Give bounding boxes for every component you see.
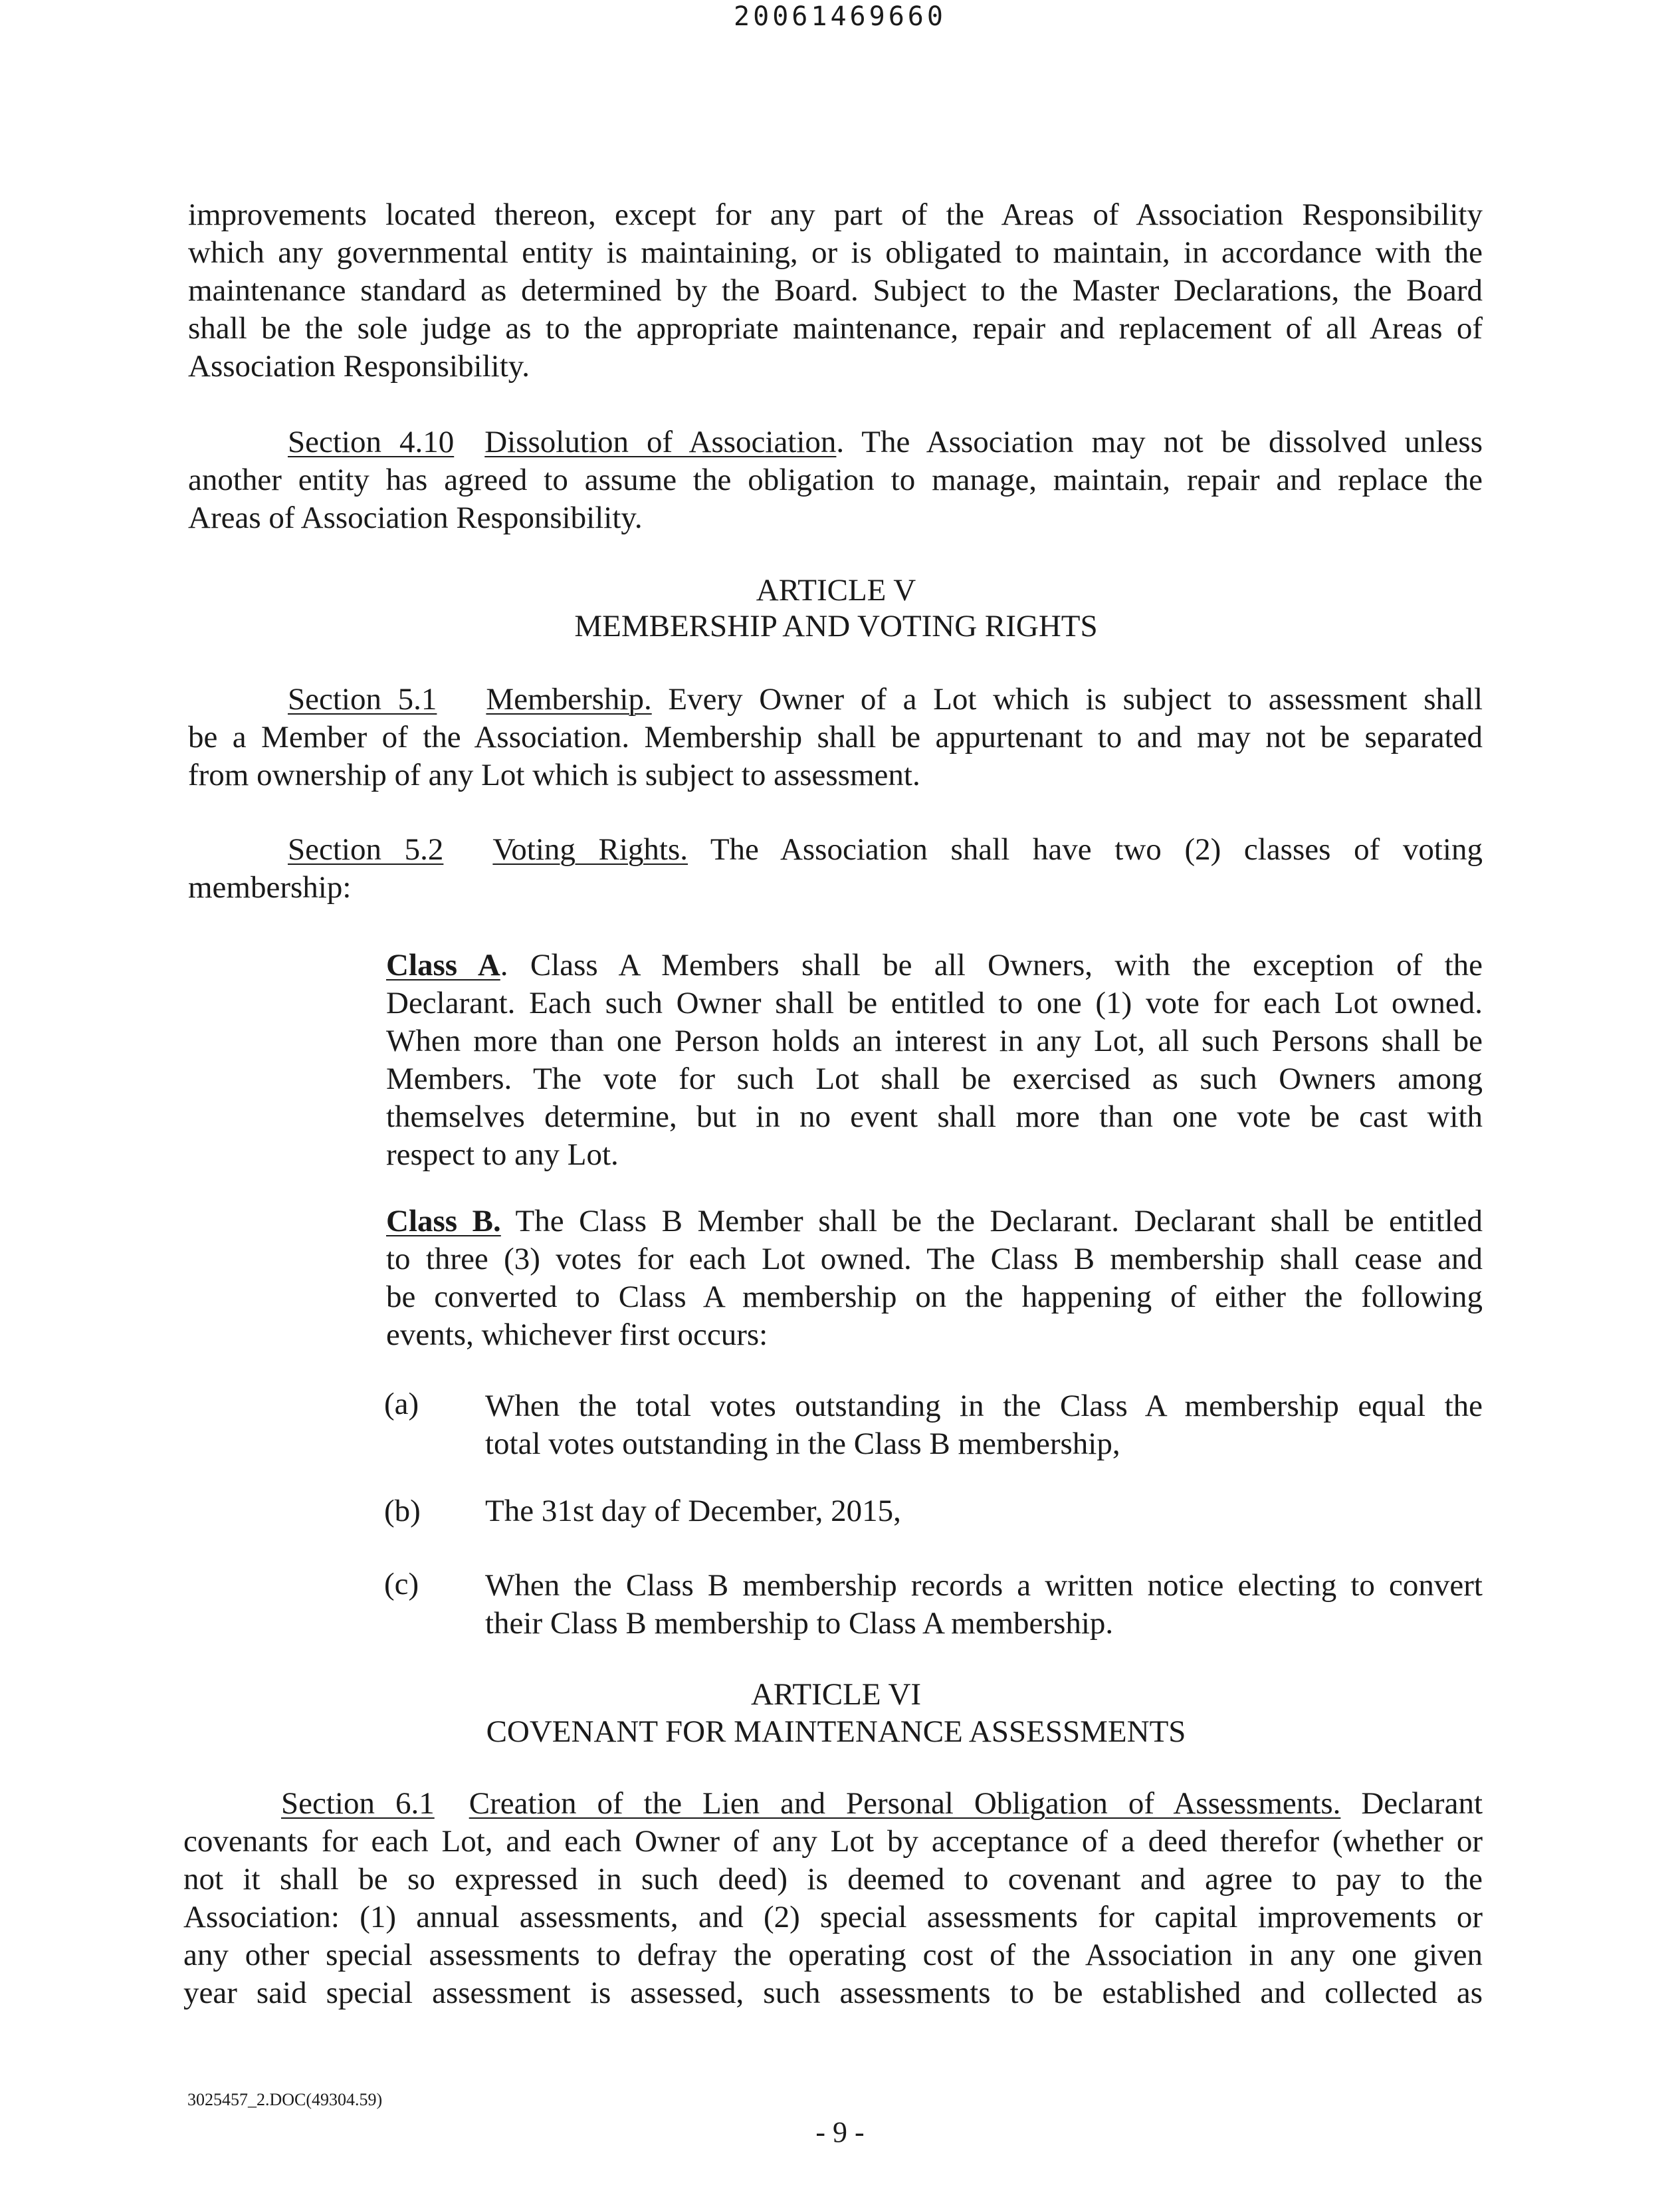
class-b-label: Class B. bbox=[386, 1204, 501, 1238]
section-number: Section 4.10 bbox=[288, 425, 455, 459]
text-line: year said special assessment is assessed, such assessments to be established and collected as bbox=[183, 1976, 1483, 2010]
section-5-2 bbox=[188, 831, 1483, 907]
section-number: Section 5.2 bbox=[288, 832, 444, 867]
text-line: which any governmental entity is maintaining, or is obligated to maintain, in accordance with the bbox=[188, 235, 1483, 270]
text-line: Declarant. Each such Owner shall be entitled to one (1) vote for each Lot owned. bbox=[386, 986, 1483, 1020]
section-title: Creation of the Lien and Personal Obligation of Assessments. bbox=[469, 1786, 1341, 1821]
text-line: another entity has agreed to assume the obligation to manage, maintain, repair and replace the bbox=[188, 463, 1483, 497]
item-a-label: (a) bbox=[384, 1387, 419, 1421]
class-text: . Class A Members shall be all Owners, with the exception of the bbox=[500, 948, 1483, 982]
article-vi-subtitle: COVENANT FOR MAINTENANCE ASSESSMENTS bbox=[486, 1714, 1186, 1749]
article-v-subtitle: MEMBERSHIP AND VOTING RIGHTS bbox=[574, 609, 1098, 643]
article-vi-title: ARTICLE VI bbox=[750, 1677, 922, 1712]
class-a-label: Class A bbox=[386, 948, 500, 982]
document-number: 20061469660 bbox=[734, 1, 946, 32]
text-line: total votes outstanding in the Class B membership, bbox=[485, 1427, 1120, 1461]
section-4-10 bbox=[188, 423, 1483, 537]
text-line: be converted to Class A membership on the happening of either the following bbox=[386, 1280, 1483, 1314]
text-line: themselves determine, but in no event shall more than one vote be cast with bbox=[386, 1099, 1483, 1134]
text-line: When the Class B membership records a written notice electing to convert bbox=[485, 1568, 1483, 1603]
text-line: The 31st day of December, 2015, bbox=[485, 1494, 901, 1528]
section-number: Section 5.1 bbox=[288, 682, 437, 717]
text-line: covenants for each Lot, and each Owner of any Lot by acceptance of a deed therefor (whether or bbox=[183, 1824, 1483, 1859]
text-line: shall be the sole judge as to the appropriate maintenance, repair and replacement of all Areas of bbox=[188, 311, 1483, 346]
text-line: respect to any Lot. bbox=[386, 1137, 619, 1172]
item-b-label: (b) bbox=[384, 1494, 421, 1528]
section-first-line bbox=[188, 681, 1483, 719]
item-b-text bbox=[485, 1492, 1483, 1530]
section-text: Declarant bbox=[1340, 1786, 1483, 1821]
text-line: Association Responsibility. bbox=[188, 349, 530, 384]
section-title: Membership. bbox=[486, 682, 652, 717]
text-line: When more than one Person holds an interest in any Lot, all such Persons shall be bbox=[386, 1024, 1483, 1058]
text-line: from ownership of any Lot which is subject to assessment. bbox=[188, 758, 920, 792]
text-line: any other special assessments to defray the operating cost of the Association in any one given bbox=[183, 1938, 1483, 1972]
section-5-1 bbox=[188, 681, 1483, 794]
class-a-paragraph bbox=[386, 947, 1483, 1174]
section-6-1 bbox=[183, 1785, 1483, 2012]
section-title: Dissolution of Association bbox=[484, 425, 837, 459]
text-line: improvements located thereon, except for any part of the Areas of Association Responsibility bbox=[188, 197, 1483, 232]
class-first-line bbox=[386, 947, 1483, 984]
page-number: - 9 - bbox=[815, 2116, 865, 2148]
class-b-paragraph bbox=[386, 1203, 1483, 1354]
text-line: Areas of Association Responsibility. bbox=[188, 501, 643, 535]
text-line: Association: (1) annual assessments, and (2) special assessments for capital improvements or bbox=[183, 1900, 1483, 1934]
intro-paragraph bbox=[188, 196, 1483, 386]
text-line: to three (3) votes for each Lot owned. The Class B membership shall cease and bbox=[386, 1242, 1483, 1276]
footer-document-code: 3025457_2.DOC(49304.59) bbox=[187, 2090, 383, 2109]
item-c-label: (c) bbox=[384, 1567, 419, 1601]
text-line: be a Member of the Association. Membership shall be appurtenant to and may not be separated bbox=[188, 720, 1483, 754]
class-text: The Class B Member shall be the Declarant. Declarant shall be entitled bbox=[500, 1204, 1483, 1238]
text-line: maintenance standard as determined by the Board. Subject to the Master Declarations, the Board bbox=[188, 273, 1483, 308]
section-number: Section 6.1 bbox=[281, 1786, 435, 1821]
section-first-line bbox=[183, 1785, 1483, 1823]
text-line: When the total votes outstanding in the Class A membership equal the bbox=[485, 1389, 1483, 1423]
text-line: their Class B membership to Class A membership. bbox=[485, 1606, 1114, 1641]
text-line: Members. The vote for such Lot shall be exercised as such Owners among bbox=[386, 1062, 1483, 1096]
section-text: . The Association may not be dissolved unless bbox=[836, 425, 1483, 459]
section-first-line bbox=[188, 831, 1483, 869]
section-text: The Association shall have two (2) classes of voting bbox=[688, 832, 1483, 867]
item-a-text bbox=[485, 1387, 1483, 1463]
section-title: Voting Rights. bbox=[492, 832, 688, 867]
item-c-text bbox=[485, 1567, 1483, 1643]
text-line: membership: bbox=[188, 870, 352, 905]
class-first-line bbox=[386, 1203, 1483, 1240]
article-v-title: ARTICLE V bbox=[756, 573, 916, 608]
section-first-line bbox=[188, 423, 1483, 461]
text-line: not it shall be so expressed in such deed) is deemed to covenant and agree to pay to the bbox=[183, 1862, 1483, 1897]
text-line: events, whichever first occurs: bbox=[386, 1318, 768, 1352]
section-text: Every Owner of a Lot which is subject to assessment shall bbox=[651, 682, 1483, 717]
